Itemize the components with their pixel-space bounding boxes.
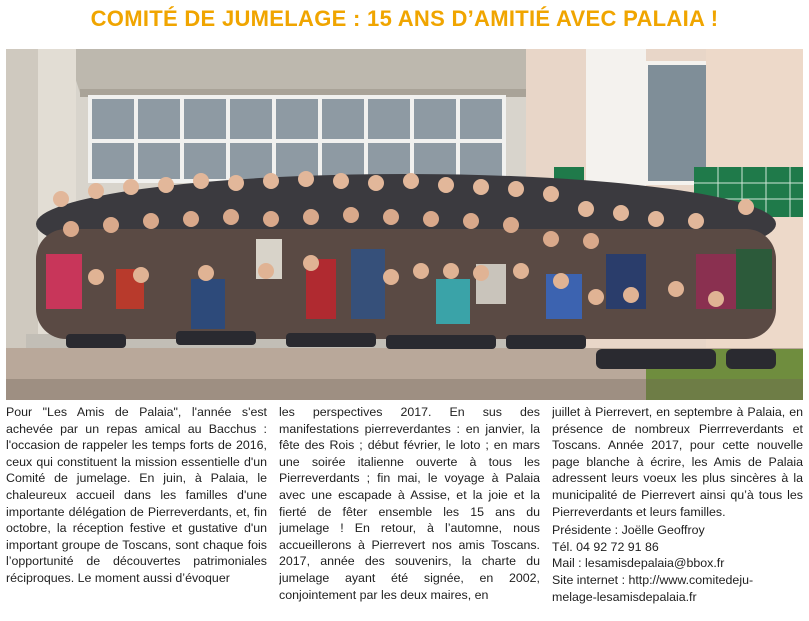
article-paragraph-2: les perspectives 2017. En sus des manifestations pierreverdantes : en janvier, la fête des Rois ; début février, le loto ; en mars une soirée italienne ouverte à tous les Pierreverdants ; fin mai, le voyage à Palaia avec une escapade à Assise, et la joie et la fierté de fêter ensemble les 15 ans du jumelage ! En retour, à l’automne, nous accueillerons à Pierrevert nos amis Toscans. 2017, année des souvenirs, la charte du jumelage ayant été signée, en 2002, conjointement par les deux maires, en [279, 405, 540, 602]
article-column-1 [6, 404, 267, 618]
article-column-2 [279, 404, 540, 618]
article-column-3 [552, 404, 803, 618]
contact-site-line-2[interactable]: melage-lesamisdepalaia.fr [552, 589, 697, 604]
group-photo [6, 49, 803, 400]
contact-site-line-1[interactable]: Site internet : http://www.comitedeju- [552, 572, 754, 587]
contact-block [552, 522, 803, 605]
article-headline: COMITÉ DE JUMELAGE : 15 ANS D’AMITIÉ AVEC PALAIA ! [90, 6, 719, 31]
contact-president: Présidente : Joëlle Geoffroy [552, 523, 705, 538]
contact-phone: Tél. 04 92 72 91 86 [552, 539, 659, 554]
article-paragraph-3: juillet à Pierrevert, en septembre à Palaia, en présence de nombreux Pierrreverdants et Toscans. Année 2017, pour cette nouvelle page blanche à écrire, les Amis de Palaia adressent leurs voeux les plus sincères à la municipalité de Pierrevert ainsi qu’à tous les Pierreverdants et leurs familles. [552, 405, 803, 519]
article-paragraph-1: Pour "Les Amis de Palaia", l'année s'est achevée par un repas amical au Bacchus : l'occasion de rappeler les temps forts de 2016, ceux qui constituent la mission essentielle d'un Comité de jumelage. En juin, à Palaia, le chaleureux accueil dans les familles d'une importante délégation de Pierreverdants, et, fin octobre, la réception festive et gustative d'un important groupe de Toscans, sont chaque fois l’opportunité de découvertes patrimoniales réciproques. Le moment aussi d’évoquer [6, 405, 267, 585]
contact-mail[interactable]: Mail : lesamisdepalaia@bbox.fr [552, 556, 725, 571]
